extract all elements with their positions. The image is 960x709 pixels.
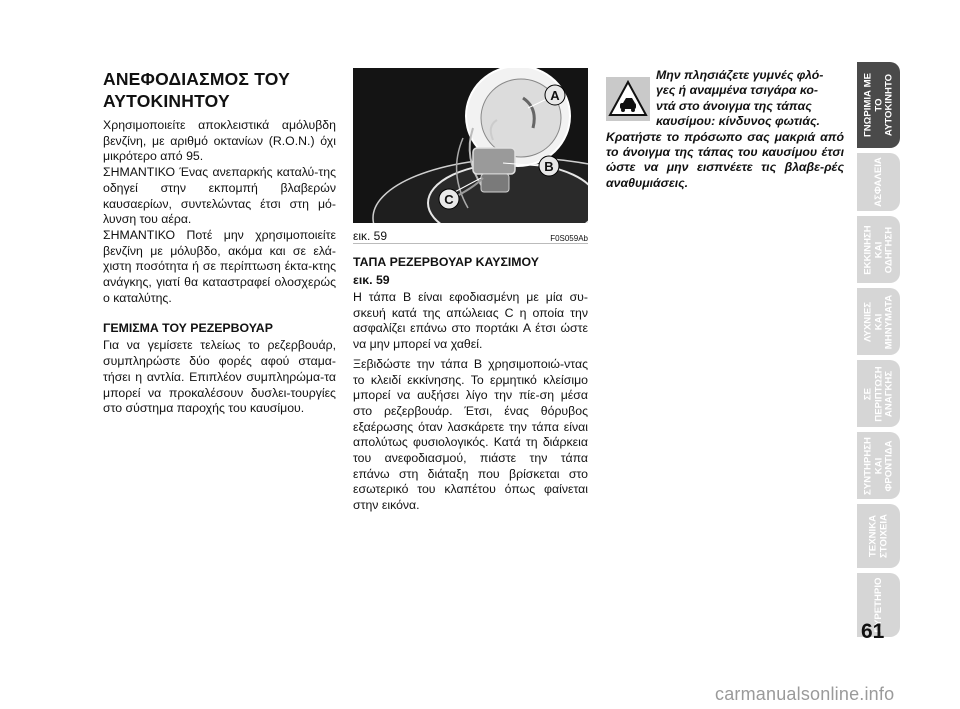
label-b-marker bbox=[539, 156, 559, 176]
warning-line-1: Μην πλησιάζετε γυμνές φλό- bbox=[656, 68, 824, 82]
fuel-cap-paragraph-1: Η τάπα B είναι εφοδιασμένη με μία συ-σκευή κατά της απώλειας C η οποία την ασφαλίζει επάνω στο πορτάκι A έτσι ώστε να μην μπορεί να χαθεί. bbox=[353, 290, 588, 352]
warning-rest: Κρατήστε το πρόσωπο σας μακριά από το άνοιγμα της τάπας του καυσίμου έτσι ώστε να μην εισπνέετε τις βλαβε-ρές αναθυμιάσεις. bbox=[606, 129, 844, 190]
figure-caption: εικ. 59 bbox=[353, 229, 388, 243]
tab-getting-to-know[interactable]: ΓΝΩΡΙΜΙΑ ΜΕ ΤΟ ΑΥΤΟΚΙΝΗΤΟ bbox=[857, 62, 900, 148]
warning-line-2: γες ή αναμμένα τσιγάρα κο- bbox=[656, 83, 818, 98]
tab-safety[interactable]: ΑΣΦΑΛΕΙΑ bbox=[857, 153, 900, 211]
tab-maintenance[interactable]: ΣΥΝΤΗΡΗΣΗ ΚΑΙ ΦΡΟΝΤΙΔΑ bbox=[857, 432, 900, 499]
tab-index[interactable]: ΕΥΡΕΤΗΡΙΟ bbox=[857, 573, 900, 637]
leaded-fuel-warning-paragraph: ΣΗΜΑΝΤΙΚΟ Ποτέ μην χρησιμοποιείτε βενζίνη με μόλυβδο, ακόμα και σε ελά-χιστη ποσότητα ή σε περίπτωση έκτα-κτης ανάγκης, γιατί θα καταστραφεί ολοσχερώς ο καταλύτης. bbox=[103, 227, 336, 305]
fuel-cap-figure bbox=[353, 68, 588, 223]
watermark: carmanualsonline.info bbox=[715, 684, 895, 704]
middle-column bbox=[353, 68, 588, 514]
warning-line-4: καυσίμου: κίνδυνος φωτιάς. bbox=[656, 114, 820, 129]
label-b: B bbox=[544, 159, 554, 174]
fuel-type-paragraph: Χρησιμοποιείτε αποκλειστικά αμόλυβδη βενζίνη, με αριθμό οκτανίων (R.O.N.) όχι μικρότερο από 95. bbox=[103, 118, 336, 164]
label-a-marker bbox=[545, 85, 565, 105]
label-c: C bbox=[444, 192, 454, 207]
fuel-cap-illustration bbox=[353, 68, 588, 223]
warning-icon bbox=[606, 77, 650, 121]
fuel-cap-heading-ref: εικ. 59 bbox=[353, 273, 390, 287]
label-a: A bbox=[550, 88, 560, 103]
tab-starting-driving[interactable]: ΕΚΚΙΝΗΣΗ ΚΑΙ ΟΔΗΓΗΣΗ bbox=[857, 216, 900, 283]
left-column bbox=[103, 68, 336, 417]
warning-column bbox=[606, 68, 844, 191]
tab-technical-data[interactable]: ΤΕΧΝΙΚΑ ΣΤΟΙΧΕΙΑ bbox=[857, 504, 900, 568]
chapter-tabs bbox=[857, 62, 900, 642]
tab-lights-messages[interactable]: ΛΥΧΝΙΕΣ ΚΑΙ ΜΗΝΥΜΑΤΑ bbox=[857, 288, 900, 355]
figure-caption-row bbox=[353, 225, 588, 244]
figure-code: F0S059Ab bbox=[550, 234, 588, 243]
tab-emergency[interactable]: ΣΕ ΠΕΡΙΠΤΩΣΗ ΑΝΑΓΚΗΣ bbox=[857, 360, 900, 427]
label-c-marker bbox=[439, 189, 459, 209]
title-line-1: ΑΝΕΦΟΔΙΑΣΜΟΣ ΤΟΥ bbox=[103, 69, 290, 89]
catalyst-note-paragraph: ΣΗΜΑΝΤΙΚΟ Ένας ανεπαρκής καταλύ-της οδηγεί στην εκπομπή βλαβερών καυσαερίων, συντελώντας έτσι στη μό-λυνση του αέρα. bbox=[103, 165, 336, 227]
warning-line-3: ντά στο άνοιγμα της τάπας bbox=[656, 98, 812, 113]
refuel-paragraph: Για να γεμίσετε τελείως το ρεζερβουάρ, συμπληρώστε δύο φορές αφού σταμα-τήσει η αντλία. Επιπλέον συμπληρώμα-τα μπορεί να προκαλέσουν δυσλει-τουργίες στο σύστημα παροχής του καυσίμου. bbox=[103, 338, 336, 416]
section-title bbox=[103, 68, 336, 112]
fuel-cap-paragraph-2: Ξεβιδώστε την τάπα B χρησιμοποιώ-ντας το κλειδί εκκίνησης. Το ερμητικό κλείσιμο μπορεί να αυξήσει λίγο την πίε-ση μέσα στο ρεζερβουάρ. Έτσι, ένας θόρυβος εξαέρωσης όταν λασκάρετε την τάπα είναι απολύτως φυσιολογικός. Κατά τη διάρκεια του ανεφοδιασμού, πιάστε την τάπα επάνω στη διάταξη που βρίσκεται στο εσωτερικό του κλαπέτου όπως φαίνεται στην εικόνα. bbox=[353, 356, 588, 513]
fuel-cap-heading: ΤΑΠΑ ΡΕΖΕΡΒΟΥΑΡ ΚΑΥΣΙΜΟΥ bbox=[353, 255, 539, 269]
title-line-2: ΑΥΤΟΚΙΝΗΤΟΥ bbox=[103, 91, 230, 111]
refuel-heading: ΓΕΜΙΣΜΑ ΤΟΥ ΡΕΖΕΡΒΟΥΑΡ bbox=[103, 321, 273, 336]
page-number: 61 bbox=[861, 620, 885, 643]
